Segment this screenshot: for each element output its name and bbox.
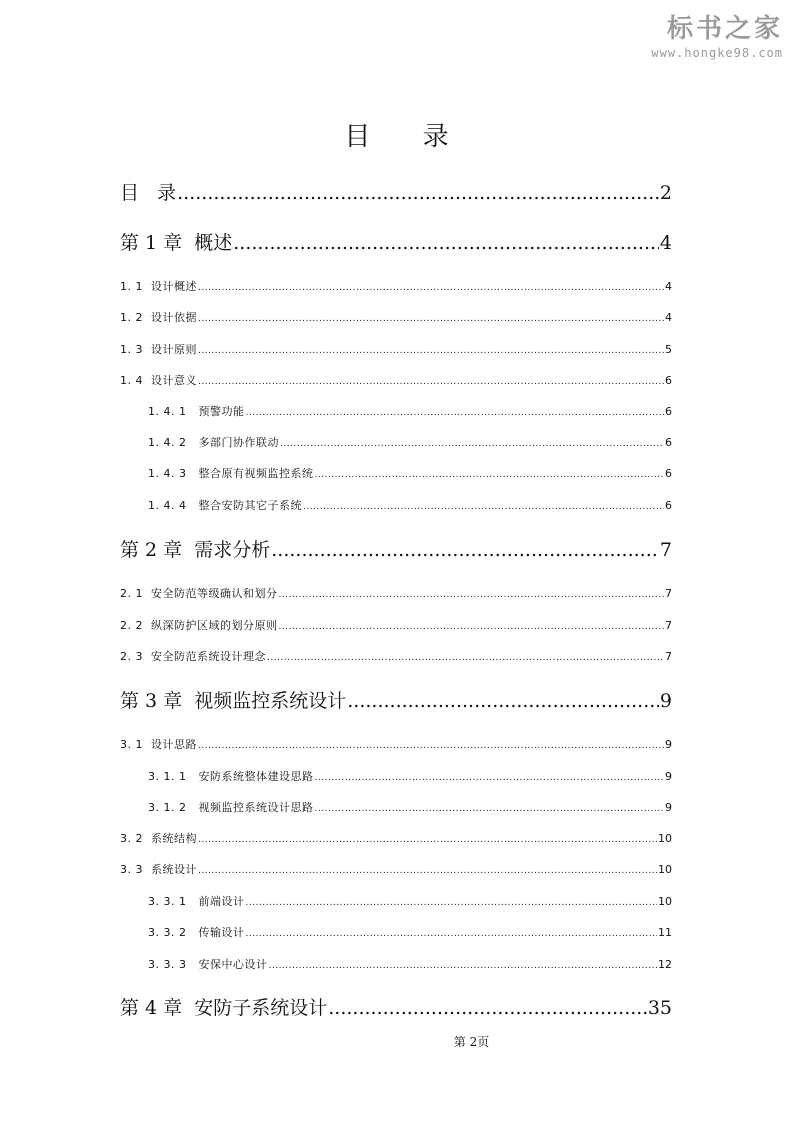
toc-entry-3-2[interactable] bbox=[120, 830, 672, 846]
toc-entry-label: 3. 1. 1 安防系统整体建设思路 bbox=[148, 770, 314, 783]
toc-leader-dots bbox=[245, 408, 664, 418]
toc-entry-page: 6 bbox=[665, 374, 672, 387]
toc-entry-1-4-1[interactable] bbox=[148, 403, 672, 419]
page-number-footer: 第 2页 bbox=[453, 1035, 490, 1049]
toc-entry-chapter-2[interactable] bbox=[120, 535, 672, 562]
toc-entry-2-2[interactable] bbox=[120, 617, 672, 633]
toc-leader-dots bbox=[198, 314, 664, 324]
toc-entry-page: 9 bbox=[659, 690, 672, 712]
toc-entry-label: 第 3 章 视频监控系统设计 bbox=[120, 690, 347, 712]
toc-entry-label: 2. 3 安全防范系统设计理念 bbox=[120, 650, 266, 663]
toc-leader-dots bbox=[314, 470, 664, 480]
toc-leader-dots bbox=[268, 961, 657, 971]
toc-leader-dots bbox=[198, 377, 664, 387]
watermark-url: www.hongke98.com bbox=[651, 46, 783, 60]
toc-entry-chapter-4[interactable] bbox=[120, 993, 672, 1020]
toc-leader-dots bbox=[328, 997, 647, 1019]
toc-leader-dots bbox=[303, 502, 664, 512]
toc-entry-page: 7 bbox=[665, 619, 672, 632]
toc-entry-label: 第 1 章 概述 bbox=[120, 232, 233, 254]
toc-entry-chapter-1[interactable] bbox=[120, 228, 672, 255]
toc-leader-dots bbox=[198, 283, 664, 293]
toc-leader-dots bbox=[271, 539, 659, 561]
toc-entry-page: 9 bbox=[665, 801, 672, 814]
toc-entry-contents[interactable] bbox=[120, 178, 672, 205]
toc-leader-dots bbox=[314, 804, 664, 814]
toc-entry-1-4-3[interactable] bbox=[148, 465, 672, 481]
toc-entry-label: 1. 2 设计依据 bbox=[120, 311, 197, 324]
toc-entry-page: 5 bbox=[665, 343, 672, 356]
toc-entry-1-4-4[interactable] bbox=[148, 497, 672, 513]
toc-entry-label: 3. 1 设计思路 bbox=[120, 738, 197, 751]
toc-leader-dots bbox=[198, 835, 657, 845]
toc-entry-page: 12 bbox=[658, 958, 672, 971]
toc-entry-3-3-2[interactable] bbox=[148, 924, 672, 940]
toc-entry-3-3[interactable] bbox=[120, 861, 672, 877]
toc-entry-label: 1. 1 设计概述 bbox=[120, 280, 197, 293]
toc-entry-label: 第 2 章 需求分析 bbox=[120, 539, 271, 561]
toc-entry-page: 4 bbox=[665, 311, 672, 324]
toc-leader-dots bbox=[198, 346, 664, 356]
toc-leader-dots bbox=[198, 866, 657, 876]
document-title: 目 录 bbox=[344, 122, 471, 152]
toc-entry-label: 第 4 章 安防子系统设计 bbox=[120, 997, 328, 1019]
toc-entry-1-2[interactable] bbox=[120, 309, 672, 325]
toc-entry-page: 7 bbox=[665, 650, 672, 663]
toc-leader-dots bbox=[233, 232, 659, 254]
toc-entry-page: 10 bbox=[658, 895, 672, 908]
toc-entry-label: 3. 3 系统设计 bbox=[120, 863, 197, 876]
toc-entry-page: 6 bbox=[665, 499, 672, 512]
toc-entry-label: 2. 1 安全防范等级确认和划分 bbox=[120, 587, 278, 600]
toc-entry-page: 6 bbox=[665, 467, 672, 480]
toc-entry-page: 7 bbox=[665, 587, 672, 600]
toc-entry-label: 1. 4. 4 整合安防其它子系统 bbox=[148, 499, 302, 512]
toc-entry-label: 2. 2 纵深防护区域的划分原则 bbox=[120, 619, 278, 632]
toc-entry-label: 3. 3. 2 传输设计 bbox=[148, 926, 245, 939]
toc-entry-1-4-2[interactable] bbox=[148, 434, 672, 450]
toc-leader-dots bbox=[278, 590, 664, 600]
toc-entry-3-1[interactable] bbox=[120, 736, 672, 752]
toc-entry-page: 10 bbox=[658, 832, 672, 845]
toc-leader-dots bbox=[280, 439, 664, 449]
toc-entry-label: 1. 4. 3 整合原有视频监控系统 bbox=[148, 467, 314, 480]
toc-leader-dots bbox=[177, 182, 659, 204]
toc-entry-label: 1. 4 设计意义 bbox=[120, 374, 197, 387]
toc-entry-1-3[interactable] bbox=[120, 341, 672, 357]
toc-entry-label: 1. 4. 2 多部门协作联动 bbox=[148, 436, 279, 449]
toc-entry-label: 1. 4. 1 预警功能 bbox=[148, 405, 245, 418]
toc-entry-1-4[interactable] bbox=[120, 372, 672, 388]
toc-entry-page: 11 bbox=[658, 926, 672, 939]
watermark-title: 标书之家 bbox=[666, 14, 783, 44]
toc-leader-dots bbox=[267, 653, 664, 663]
toc-entry-label: 3. 1. 2 视频监控系统设计思路 bbox=[148, 801, 314, 814]
toc-entry-page: 2 bbox=[659, 182, 672, 204]
toc-entry-3-3-1[interactable] bbox=[148, 893, 672, 909]
toc-entry-page: 10 bbox=[658, 863, 672, 876]
toc-entry-page: 6 bbox=[665, 405, 672, 418]
toc-leader-dots bbox=[245, 929, 657, 939]
toc-entry-3-1-1[interactable] bbox=[148, 768, 672, 784]
toc-entry-3-3-3[interactable] bbox=[148, 956, 672, 972]
toc-entry-page: 35 bbox=[647, 997, 672, 1019]
toc-entry-chapter-3[interactable] bbox=[120, 686, 672, 713]
toc-leader-dots bbox=[198, 741, 664, 751]
toc-entry-2-3[interactable] bbox=[120, 648, 672, 664]
toc-entry-3-1-2[interactable] bbox=[148, 799, 672, 815]
toc-entry-2-1[interactable] bbox=[120, 585, 672, 601]
toc-leader-dots bbox=[347, 690, 659, 712]
toc-entry-1-1[interactable] bbox=[120, 278, 672, 294]
toc-leader-dots bbox=[245, 898, 657, 908]
toc-entry-label: 目 录 bbox=[120, 182, 177, 204]
toc-entry-label: 1. 3 设计原则 bbox=[120, 343, 197, 356]
toc-leader-dots bbox=[278, 622, 664, 632]
toc-entry-page: 4 bbox=[665, 280, 672, 293]
toc-entry-page: 9 bbox=[665, 770, 672, 783]
toc-entry-page: 6 bbox=[665, 436, 672, 449]
toc-entry-label: 3. 3. 3 安保中心设计 bbox=[148, 958, 268, 971]
toc-entry-label: 3. 2 系统结构 bbox=[120, 832, 197, 845]
toc-entry-page: 4 bbox=[659, 232, 672, 254]
toc-entry-page: 9 bbox=[665, 738, 672, 751]
toc-entry-label: 3. 3. 1 前端设计 bbox=[148, 895, 245, 908]
toc-leader-dots bbox=[314, 773, 664, 783]
toc-entry-page: 7 bbox=[659, 539, 672, 561]
